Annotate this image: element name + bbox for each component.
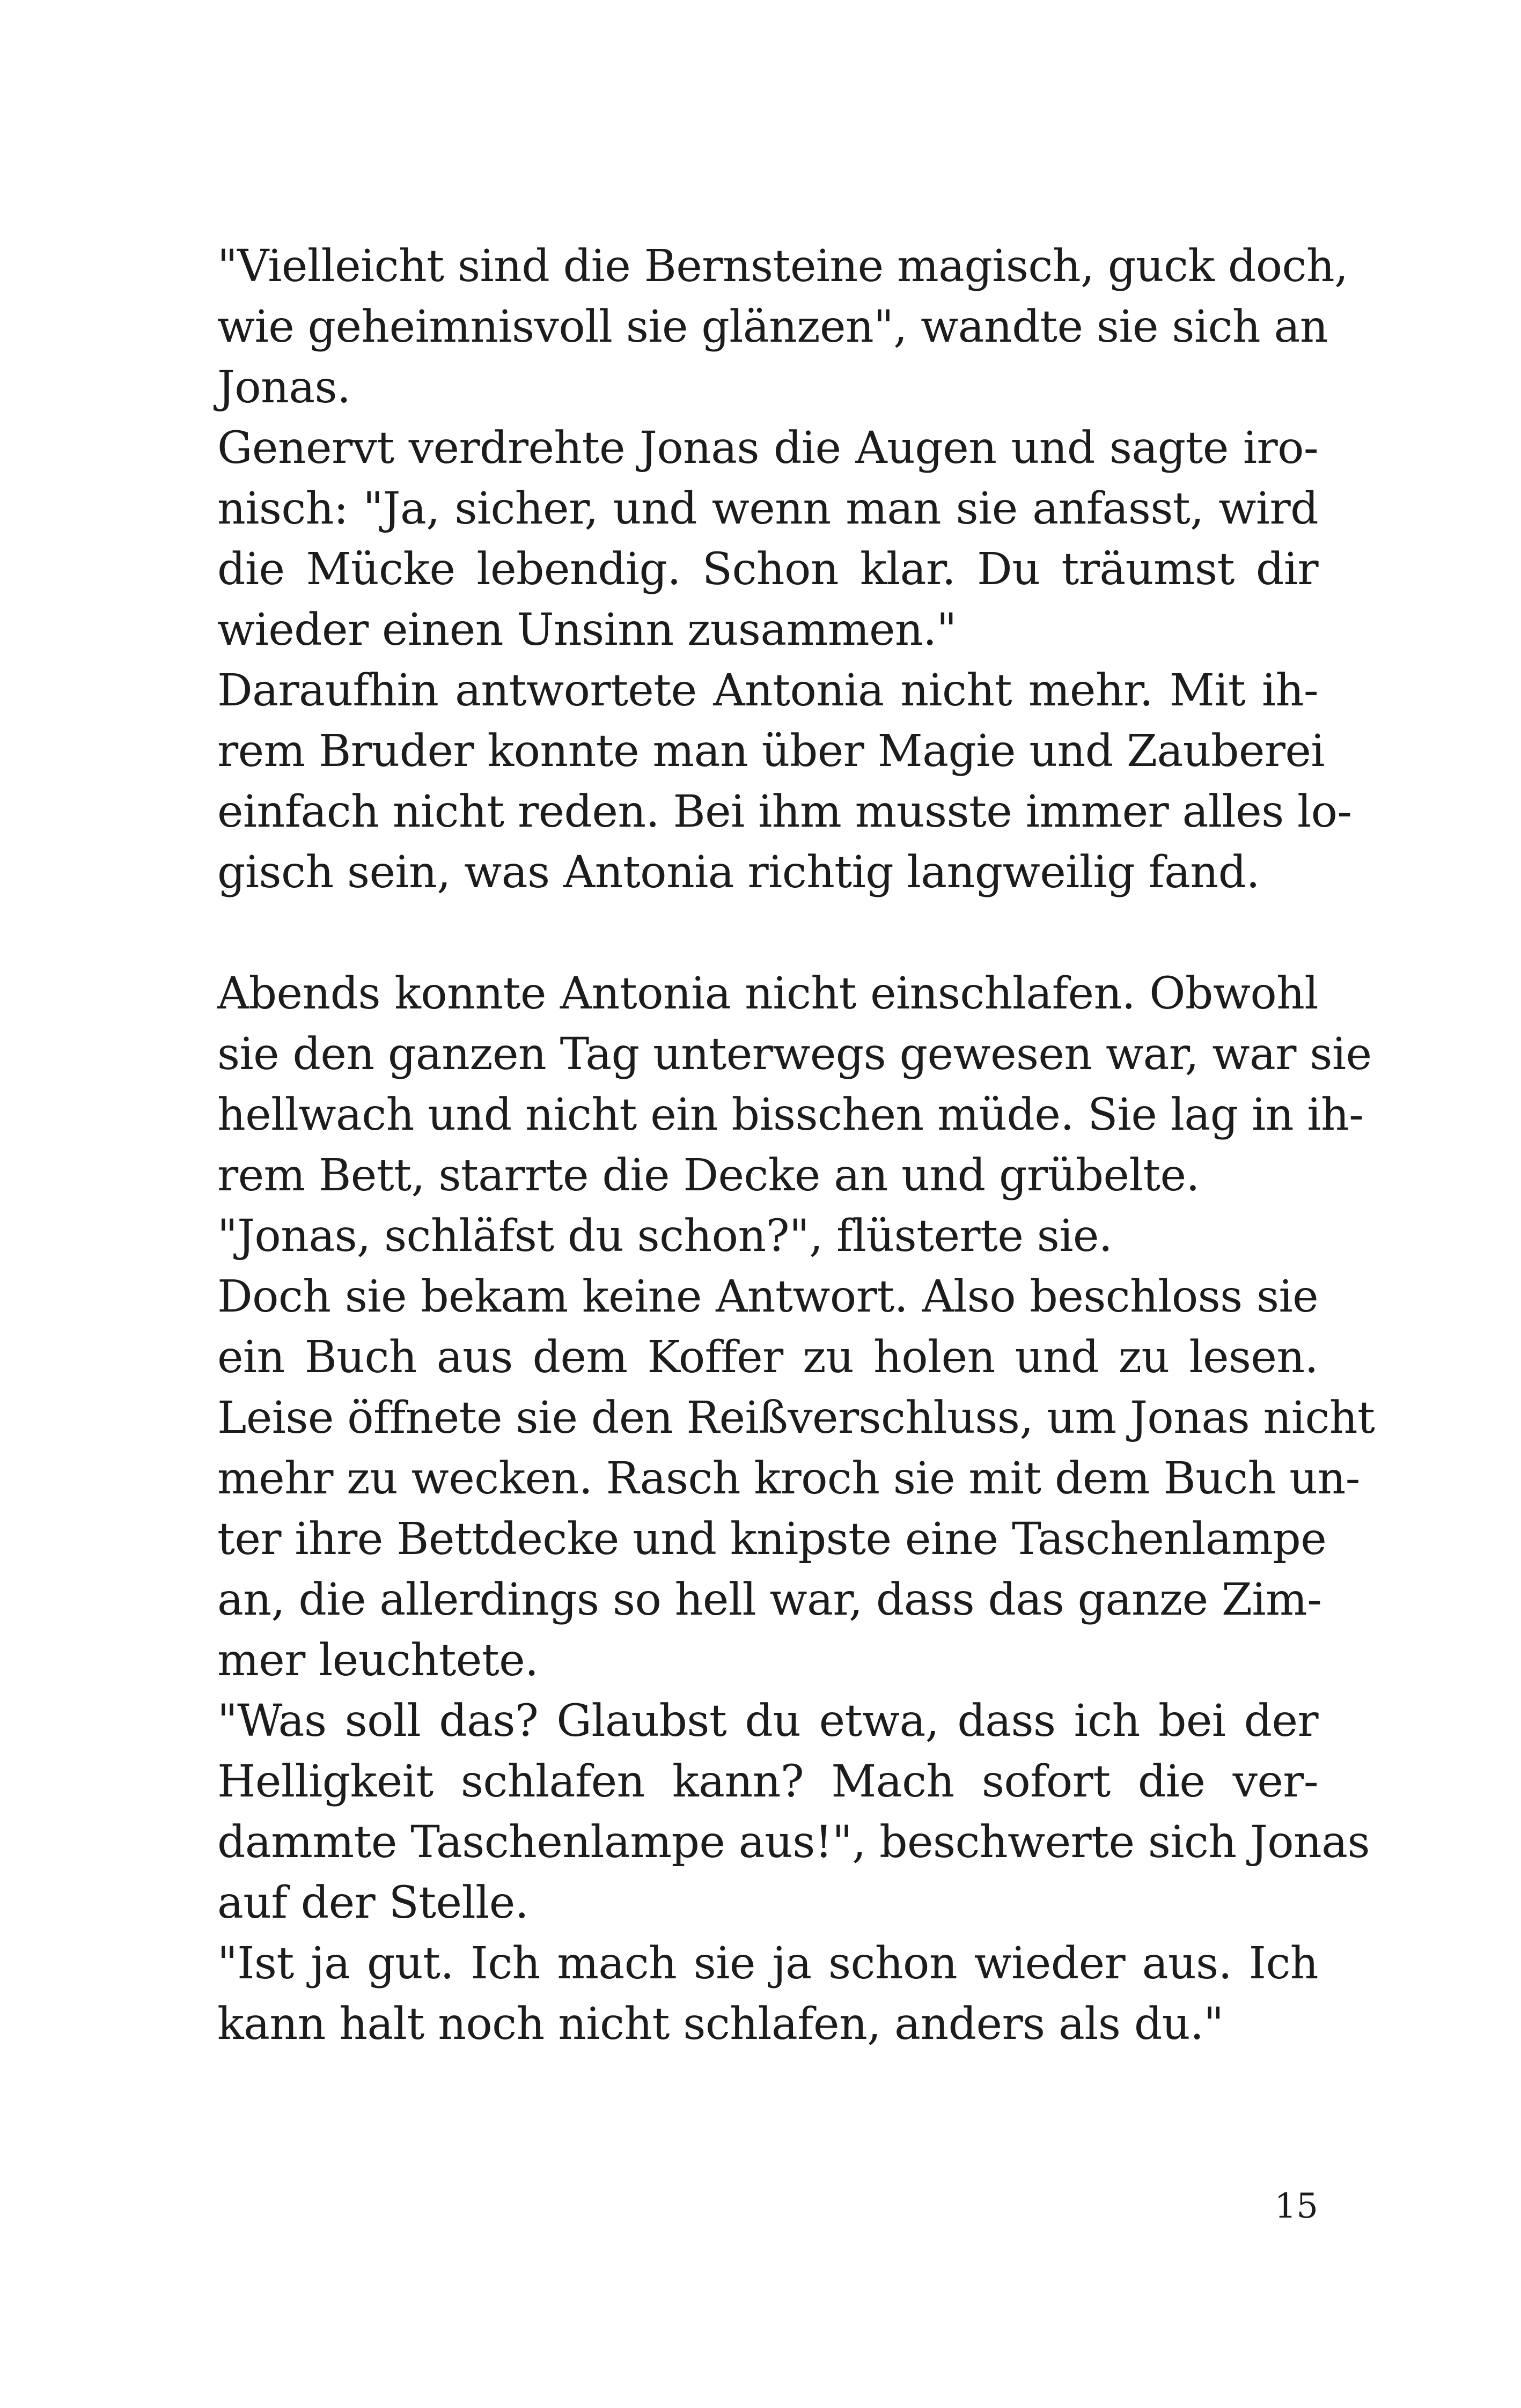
text-line: "Was soll das? Glaubst du etwa, dass ich bei der [217,1696,1318,1747]
text-line: "Jonas, schläfst du schon?", flüsterte sie. [217,1211,1113,1262]
text-line: Genervt verdrehte Jonas die Augen und sagte iro- [217,423,1318,474]
text-line: rem Bett, starrte die Decke an und grübelte. [217,1150,1200,1201]
text-line: sie den ganzen Tag unterwegs gewesen war, war sie [217,1029,1372,1080]
text-line: einfach nicht reden. Bei ihm musste immer alles lo- [217,786,1352,837]
text-line: auf der Stelle. [217,1877,529,1928]
text-line: ter ihre Bettdecke und knipste eine Taschenlampe [217,1514,1327,1565]
text-line: rem Bruder konnte man über Magie und Zauberei [217,726,1325,777]
text-line: Doch sie bekam keine Antwort. Also beschloss sie [217,1271,1318,1322]
text-line: Helligkeit schlafen kann? Mach sofort die ver- [217,1756,1318,1807]
text-section-2 [217,963,1375,2054]
text-line: "Ist ja gut. Ich mach sie ja schon wieder aus. Ich [217,1938,1318,1989]
text-line: an, die allerdings so hell war, dass das ganze Zim- [217,1574,1322,1625]
page-number: 15 [1274,2186,1318,2226]
text-line: hellwach und nicht ein bisschen müde. Sie lag in ih- [217,1089,1364,1140]
text-line: nisch: "Ja, sicher, und wenn man sie anfasst, wird [217,483,1318,534]
text-line: wieder einen Unsinn zusammen." [217,605,957,656]
text-line: Leise öffnete sie den Reißverschluss, um Jonas nicht [217,1393,1375,1444]
text-line: Daraufhin antwortete Antonia nicht mehr. Mit ih- [217,665,1318,716]
text-line: mehr zu wecken. Rasch kroch sie mit dem Buch un- [217,1453,1360,1504]
text-line: "Vielleicht sind die Bernsteine magisch, guck doch, [217,241,1348,292]
text-line: Abends konnte Antonia nicht einschlafen. Obwohl [217,968,1318,1019]
text-line: dammte Taschenlampe aus!", beschwerte sich Jonas [217,1817,1370,1868]
text-line: wie geheimnisvoll sie glänzen", wandte sie sich an [217,301,1328,352]
text-section-1 [217,236,1352,903]
text-line: Jonas. [217,362,351,413]
text-line: die Mücke lebendig. Schon klar. Du träumst dir [217,544,1318,595]
text-line: ein Buch aus dem Koffer zu holen und zu lesen. [217,1332,1318,1383]
text-line: mer leuchtete. [217,1635,539,1686]
text-line: gisch sein, was Antonia richtig langweilig fand. [217,847,1260,898]
text-line: kann halt noch nicht schlafen, anders als du." [217,1999,1224,2050]
